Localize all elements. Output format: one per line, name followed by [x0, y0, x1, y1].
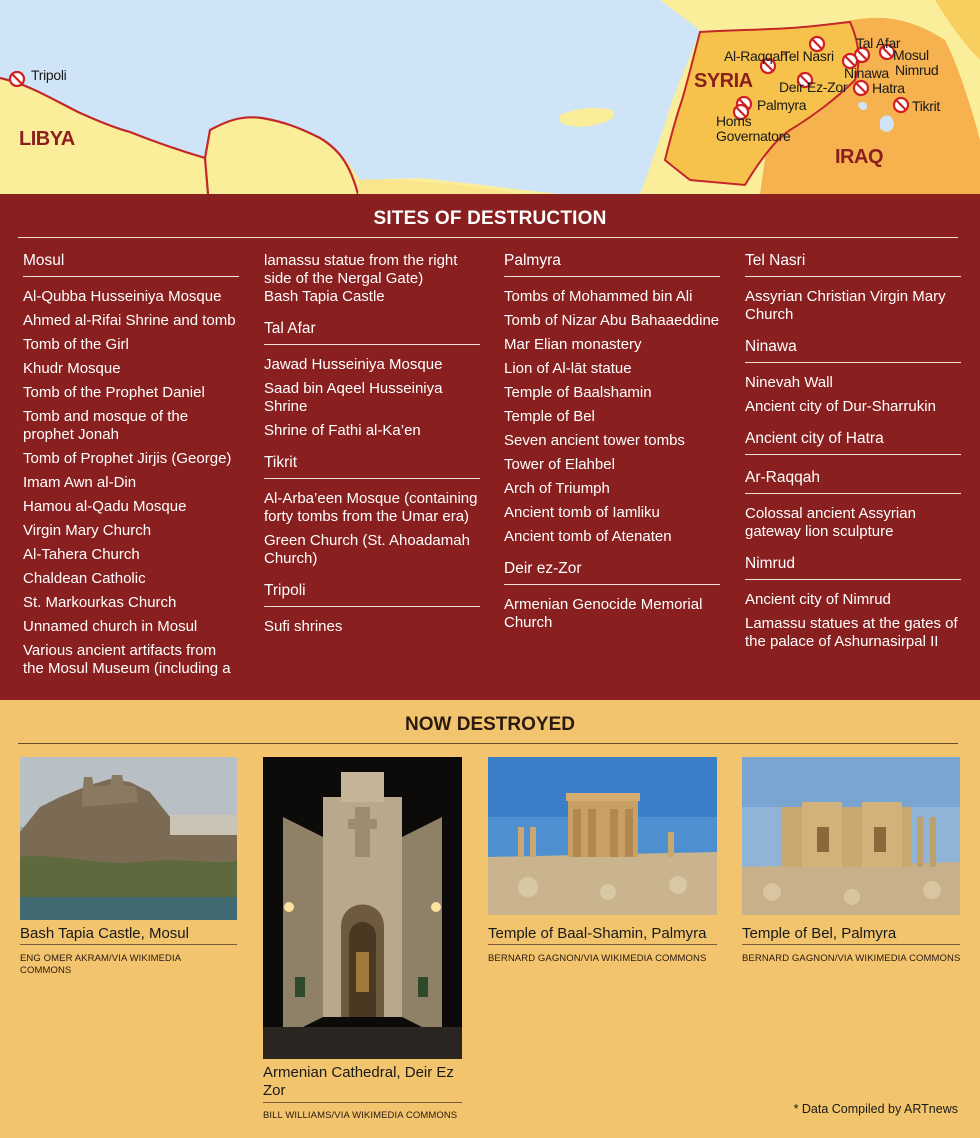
group-mosul-continued — [264, 252, 480, 306]
map-label-mosul: Mosul — [893, 47, 929, 63]
list-item: Sufi shrines — [264, 618, 343, 635]
credit-photo-2: BILL WILLIAMS/VIA WIKIMEDIA COMMONS — [263, 1110, 458, 1121]
group-heading: Nimrud — [745, 555, 961, 580]
caption-photo-3: Temple of Baal-Shamin, Palmyra — [488, 925, 707, 942]
sites-column-1 — [23, 252, 239, 692]
group-heading: Tikrit — [264, 454, 480, 479]
list-item: Tower of Elahbel — [504, 456, 615, 473]
list-item: Colossal ancient Assyrian gateway lion sculpture — [745, 505, 916, 540]
credit-photo-1: ENG OMER AKRAM/VIA WIKIMEDIA COMMONS — [20, 953, 181, 976]
list-item: Bash Tapia Castle — [264, 288, 385, 305]
list-item: Khudr Mosque — [23, 360, 121, 377]
list-item: Tomb and mosque of the prophet Jonah — [23, 408, 189, 443]
footnote: * Data Compiled by ARTnews — [793, 1102, 958, 1116]
photo-temple-of-baal-shamin — [488, 757, 717, 915]
caption-photo-2: Armenian Cathedral, Deir Ez Zor — [263, 1064, 454, 1099]
country-label-libya: LIBYA — [19, 128, 75, 150]
list-item: Jawad Husseiniya Mosque — [264, 356, 443, 373]
map-label-hatra: Hatra — [872, 80, 905, 96]
list-item: Lion of Al-lāt statue — [504, 360, 632, 377]
list-item: Ancient tomb of Iamliku — [504, 504, 660, 521]
list-item: Ahmed al-Rifai Shrine and tomb — [23, 312, 236, 329]
group-heading: Ancient city of Hatra — [745, 430, 961, 455]
credit-photo-3: BERNARD GAGNON/VIA WIKIMEDIA COMMONS — [488, 953, 707, 964]
sites-column-4 — [745, 252, 961, 665]
map-label-nimrud: Nimrud — [895, 62, 939, 78]
list-item: Armenian Genocide Memorial Church — [504, 596, 703, 631]
cyprus-island — [560, 108, 614, 127]
list-item: Al-Qubba Husseiniya Mosque — [23, 288, 222, 305]
list-item: Virgin Mary Church — [23, 522, 152, 539]
country-label-syria: SYRIA — [694, 70, 753, 92]
list-item: Chaldean Catholic — [23, 570, 146, 587]
credit-photo-4: BERNARD GAGNON/VIA WIKIMEDIA COMMONS — [742, 953, 961, 964]
photo-temple-of-bel — [742, 757, 960, 915]
photo-armenian-cathedral — [263, 757, 462, 1059]
list-item: Ancient tomb of Atenaten — [504, 528, 672, 545]
group-heading: Ar-Raqqah — [745, 469, 961, 494]
map-label-tal-afar: Tal Afar — [856, 35, 901, 51]
list-item: Saad bin Aqeel Husseiniya Shrine — [264, 380, 443, 415]
list-item: lamassu statue from the right side of the Nergal Gate) — [264, 252, 458, 287]
list-item: Ninevah Wall — [745, 374, 833, 391]
caption-photo-4: Temple of Bel, Palmyra — [742, 925, 897, 942]
photo-bash-tapia-castle — [20, 757, 237, 920]
group-nimrud — [745, 555, 961, 651]
map-label-homs: Homs — [716, 113, 752, 129]
group-heading: Mosul — [23, 252, 239, 277]
list-item: Shrine of Fathi al-Ka’en — [264, 422, 421, 439]
list-item: Green Church (St. Ahoadamah Church) — [264, 532, 470, 567]
list-item: St. Markourkas Church — [23, 594, 177, 611]
map-label-palmyra: Palmyra — [757, 97, 807, 113]
map-label-ninawa: Ninawa — [844, 65, 889, 81]
list-item: Hamou al-Qadu Mosque — [23, 498, 187, 515]
list-item: Tomb of the Girl — [23, 336, 129, 353]
group-heading: Deir ez-Zor — [504, 560, 720, 585]
libya-landmass — [0, 78, 560, 194]
group-heading: Tel Nasri — [745, 252, 961, 277]
caption-divider — [263, 1102, 462, 1103]
country-label-iraq: IRAQ — [835, 146, 883, 168]
group-mosul — [23, 252, 239, 678]
group-heading: Ninawa — [745, 338, 961, 363]
list-item: Arch of Triumph — [504, 480, 610, 497]
map-label-governatore: Governatore — [716, 128, 791, 144]
map-label-tel-nasri: Tel Nasri — [782, 48, 834, 64]
list-item: Seven ancient tower tombs — [504, 432, 685, 449]
list-item: Tomb of Nizar Abu Bahaaeddine — [504, 312, 720, 329]
map-label-tikrit: Tikrit — [912, 98, 941, 114]
sites-column-3 — [504, 252, 720, 646]
group-tripoli — [264, 582, 480, 636]
map-label-ar-raqqah: Al-Raqqah — [724, 48, 788, 64]
group-hatra — [745, 430, 961, 455]
list-item: Tomb of Prophet Jirjis (George) — [23, 450, 232, 467]
sites-column-2 — [264, 252, 480, 650]
group-heading: Tal Afar — [264, 320, 480, 345]
group-ninawa — [745, 338, 961, 416]
list-item: Imam Awn al-Din — [23, 474, 137, 491]
list-item: Ancient city of Dur-Sharrukin — [745, 398, 936, 415]
list-item: Ancient city of Nimrud — [745, 591, 891, 608]
list-item: Various ancient artifacts from the Mosul Museum (including a — [23, 642, 231, 677]
list-item: Temple of Bel — [504, 408, 595, 425]
caption-photo-1: Bash Tapia Castle, Mosul — [20, 925, 189, 942]
list-item: Mar Elian monastery — [504, 336, 642, 353]
group-palmyra — [504, 252, 720, 546]
list-item: Temple of Baalshamin — [504, 384, 652, 401]
list-item: Unnamed church in Mosul — [23, 618, 198, 635]
group-ar-raqqah — [745, 469, 961, 541]
group-tel-nasri — [745, 252, 961, 324]
now-destroyed-divider — [18, 743, 958, 744]
list-item: Lamassu statues at the gates of the palace of Ashurnasirpal II — [745, 615, 958, 650]
caption-divider — [488, 944, 717, 945]
caption-divider — [742, 944, 960, 945]
group-tal-afar — [264, 320, 480, 440]
map-label-tripoli: Tripoli — [31, 67, 67, 83]
sites-of-destruction-section — [0, 194, 980, 700]
list-item: Tombs of Mohammed bin Ali — [504, 288, 693, 305]
list-item: Tomb of the Prophet Daniel — [23, 384, 205, 401]
list-item: Al-Tahera Church — [23, 546, 140, 563]
group-heading: Palmyra — [504, 252, 720, 277]
sites-divider — [18, 237, 958, 238]
group-heading: Tripoli — [264, 582, 480, 607]
map-label-deir-ez-zor: Deir Ez-Zor — [779, 79, 848, 95]
now-destroyed-title: NOW DESTROYED — [405, 714, 575, 735]
region-map — [0, 0, 980, 194]
list-item: Al-Arba’een Mosque (containing forty tombs from the Umar era) — [264, 490, 478, 525]
sites-title: SITES OF DESTRUCTION — [373, 208, 607, 229]
list-item: Assyrian Christian Virgin Mary Church — [745, 288, 946, 323]
group-tikrit — [264, 454, 480, 568]
group-deir-ez-zor — [504, 560, 720, 632]
caption-divider — [20, 944, 237, 945]
map-graphic — [0, 0, 980, 194]
